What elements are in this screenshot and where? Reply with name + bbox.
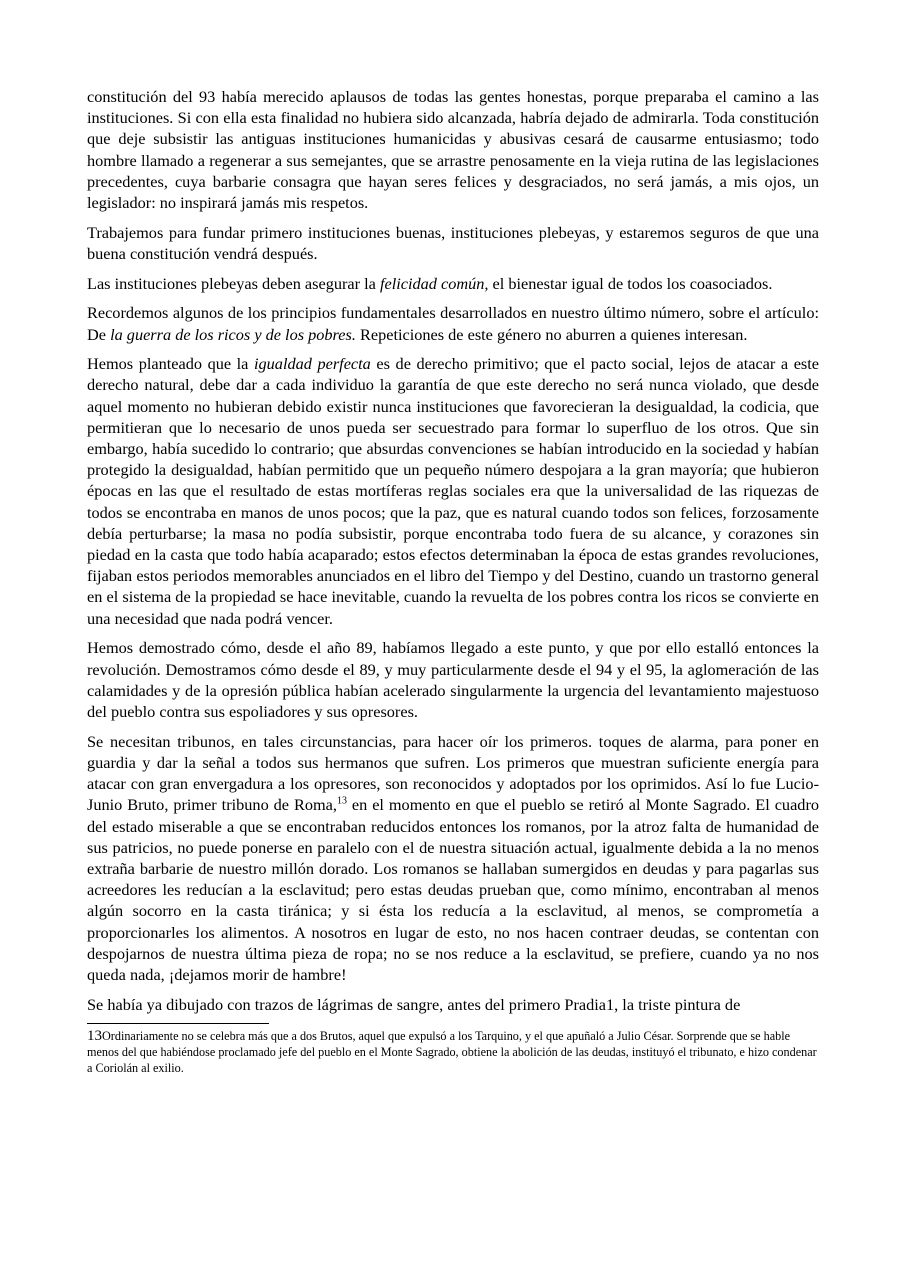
paragraph	[87, 637, 819, 722]
text-run: Hemos planteado que la	[87, 354, 254, 374]
footnote-number: 13	[87, 1028, 102, 1045]
paragraph	[87, 86, 819, 213]
text-run: Recordemos algunos de los principios fundamentales desarrollados en nuestro último número, sobre el artículo: De	[87, 303, 819, 344]
footnote-separator	[87, 1023, 269, 1024]
footnote-text: Ordinariamente no se celebra más que a dos Brutos, aquel que expulsó a los Tarquino, y el que apuñaló a Julio César. Sorprende que se hable menos del que habiéndose proclamado jefe del pueblo en el Monte Sagrado, obtiene la abolición de las deudas, instituyó el tribunato, e hizo condenar a Coriolán al exilio.	[87, 1029, 817, 1075]
text-run: es de derecho primitivo; que el pacto social, lejos de atacar a este derecho natural, debe dar a cada individuo la garantía de que este derecho no será nunca violado, que desde aquel momento no hubieran debido existir nunca instituciones que favorecieran la desigualdad, la codicia, que permitieran que lo necesario de unos pueda ser secuestrado para formar lo superfluo de los otros. Que sin embargo, había sucedido lo contrario; que absurdas convenciones se habían introducido en la sociedad y habían protegido la desigualdad, habían permitido que un pequeño número despojara a la gran mayoría; que hubieron épocas en las que el resultado de estas mortíferas reglas sociales era que la universalidad de las riquezas de todos se encontraba en manos de unos pocos; que la paz, que es natural cuando todos son felices, forzosamente debía perturbarse; la masa no podía subsistir, porque encontraba todo fuera de su alcance, y corazones sin piedad en la casta que todo había acaparado; estos efectos determinaban la época de estas grandes revoluciones, fijaban estos periodos memorables anunciados en el libro del Tiempo y del Destino, cuando un trastorno general en el sistema de la propiedad se hace inevitable, cuando la revuelta de los pobres contra los ricos se convierte en una necesidad que nada podrá vencer.	[87, 354, 820, 628]
text-run: Se había ya dibujado con trazos de lágrimas de sangre, antes del primero Pradia1, la triste pintura de	[87, 994, 741, 1014]
paragraph	[87, 273, 819, 294]
italic-phrase: la guerra de los ricos y de los pobres.	[110, 324, 356, 344]
paragraph	[87, 222, 819, 264]
text-run: en el momento en que el pueblo se retiró al Monte Sagrado. El cuadro del estado miserable a que se encontraban reducidos entonces los romanos, por la atroz falta de humanidad de sus patricios, no puede ponerse en paralelo con el de nuestra situación actual, igualmente debida a la no menos extraña barbarie de nuestro millón dorado. Los romanos se hallaban sumergidos en deudas y para pagarlas sus acreedores les reducían a la esclavitud; pero estas deudas prueban que, como mínimo, encontraban al menos algún socorro en la casta tiránica; y si ésta los reducía a la esclavitud, al menos, se comprometía a proporcionarles los alimentos. A nosotros en lugar de esto, no nos hacen contraer deudas, se contentan con despojarnos de nuestra última pieza de ropa; no se nos reduce a la esclavitud, se prefiere, cuando ya no nos queda nada, ¡dejamos morir de hambre!	[87, 795, 820, 984]
paragraph	[87, 302, 819, 344]
paragraph	[87, 353, 819, 629]
text-run: el bienestar igual de todos los coasociados.	[488, 273, 773, 293]
text-run: Se necesitan tribunos, en tales circunstancias, para hacer oír los primeros. toques de alarma, para poner en guardia y dar la señal a todos sus hermanos que sufren. Los primeros que muestran suficiente energía para atacar con gran envergadura a los opresores, son reconocidos y adoptados por los oprimidos. Así lo fue Lucio-Junio Bruto, primer tribuno de Roma,	[87, 731, 819, 815]
text-run: Hemos demostrado cómo, desde el año 89, habíamos llegado a este punto, y que por ello estalló entonces la revolución. Demostramos cómo desde el 89, y muy particularmente desde el 94 y el 95, la aglomeración de las calamidades y de la opresión pública habían acelerado singularmente la urgencia del levantamiento majestuoso del pueblo contra sus espoliadores y sus opresores.	[87, 638, 819, 721]
footnote	[87, 1029, 819, 1076]
italic-phrase: igualdad perfecta	[254, 354, 371, 374]
italic-phrase: felicidad común,	[379, 273, 489, 293]
text-run: constitución del 93 había merecido aplausos de todas las gentes honestas, porque preparaba el camino a las instituciones. Si con ella esta finalidad no hubiera sido alcanzada, habría dejado de admirarla. Toda constitución que deje subsistir las antiguas instituciones humanicidas y abusivas cesará de causarme entusiasmo; todo hombre llamado a regenerar a sus semejantes, que se arrastre penosamente en la vieja rutina de las legislaciones precedentes, cuya barbarie consagra que hayan seres felices y desgraciados, no será jamás, a mis ojos, un legislador: no inspirará jamás mis respetos.	[87, 87, 819, 213]
paragraph	[87, 731, 819, 985]
text-run: Las instituciones plebeyas deben asegurar la	[87, 273, 380, 293]
text-run: Trabajemos para fundar primero instituciones buenas, instituciones plebeyas, y estaremos seguros de que una buena constitución vendrá después.	[87, 222, 819, 263]
footnote-reference: 13	[336, 795, 347, 807]
body-text	[87, 86, 819, 1015]
text-run: Repeticiones de este género no aburren a quienes interesan.	[355, 324, 748, 344]
paragraph	[87, 994, 819, 1015]
